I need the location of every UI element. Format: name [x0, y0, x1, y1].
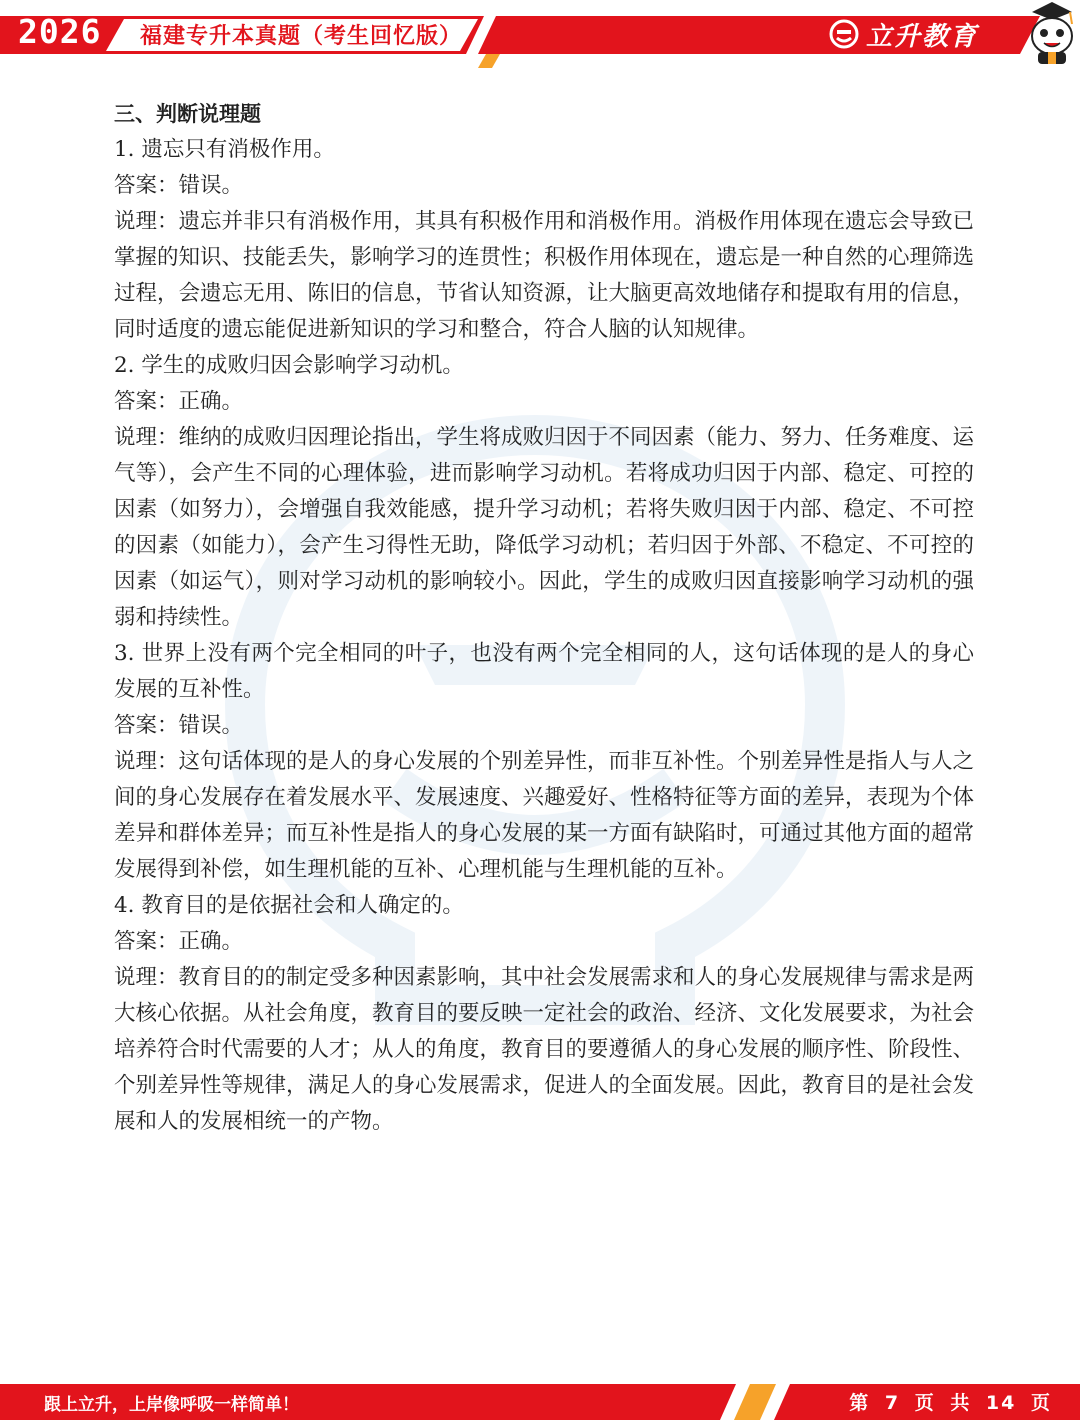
question-3: 3. 世界上没有两个完全相同的叶子，也没有两个完全相同的人，这句话体现的是人的身心发展的互补性。	[114, 641, 974, 702]
brand-logo	[828, 16, 978, 52]
answer-3: 答案：错误。	[114, 713, 244, 738]
answer-4: 答案：正确。	[114, 929, 244, 954]
explanation-1: 说理：遗忘并非只有消极作用，其具有积极作用和消极作用。消极作用体现在遗忘会导致已掌握的知识、技能丢失，影响学习的连贯性；积极作用体现在，遗忘是一种自然的心理筛选过程，会遗忘无用、陈旧的信息，节省认知资源，让大脑更高效地储存和提取有用的信息，同时适度的遗忘能促进新知识的学习和整合，符合人脑的认知规律。	[114, 209, 975, 342]
page-header	[0, 0, 1080, 70]
page-footer	[0, 1380, 1080, 1424]
explanation-4: 说理：教育目的的制定受多种因素影响，其中社会发展需求和人的身心发展规律与需求是两大核心依据。从社会角度，教育目的要反映一定社会的政治、经济、文化发展要求，为社会培养符合时代需要的人才；从人的角度，教育目的要遵循人的身心发展的顺序性、阶段性、个别差异性等规律，满足人的身心发展需求，促进人的全面发展。因此，教育目的是社会发展和人的发展相统一的产物。	[114, 965, 975, 1134]
question-4: 4. 教育目的是依据社会和人确定的。	[114, 893, 464, 918]
brand-name: 立升教育	[866, 21, 979, 52]
brand-emblem-icon	[828, 18, 860, 50]
section-title: 三、判断说理题	[114, 102, 261, 126]
answer-1: 答案：错误。	[114, 173, 244, 198]
main-content	[114, 96, 974, 1140]
page-number: 第 7 页 共 14 页	[849, 1392, 1052, 1414]
year-label: 2026	[18, 12, 102, 51]
question-1: 1. 遗忘只有消极作用。	[114, 137, 335, 162]
mascot-icon	[1024, 0, 1080, 66]
answer-2: 答案：正确。	[114, 389, 244, 414]
question-2: 2. 学生的成败归因会影响学习动机。	[114, 353, 464, 378]
explanation-3: 说理：这句话体现的是人的身心发展的个别差异性，而非互补性。个别差异性是指人与人之间的身心发展存在着发展水平、发展速度、兴趣爱好、性格特征等方面的差异，表现为个体差异和群体差异；而互补性是指人的身心发展的某一方面有缺陷时，可通过其他方面的超常发展得到补偿，如生理机能的互补、心理机能与生理机能的互补。	[114, 749, 975, 882]
explanation-2: 说理：维纳的成败归因理论指出，学生将成败归因于不同因素（能力、努力、任务难度、运气等），会产生不同的心理体验，进而影响学习动机。若将成功归因于内部、稳定、可控的因素（如努力），会增强自我效能感，提升学习动机；若将失败归因于内部、稳定、不可控的因素（如能力），会产生习得性无助，降低学习动机；若归因于外部、不稳定、不可控的因素（如运气），则对学习动机的影响较小。因此，学生的成败归因直接影响学习动机的强弱和持续性。	[114, 425, 975, 630]
footer-slogan: 跟上立升，上岸像呼吸一样简单！	[44, 1395, 299, 1415]
document-title: 福建专升本真题（考生回忆版）	[140, 24, 463, 49]
